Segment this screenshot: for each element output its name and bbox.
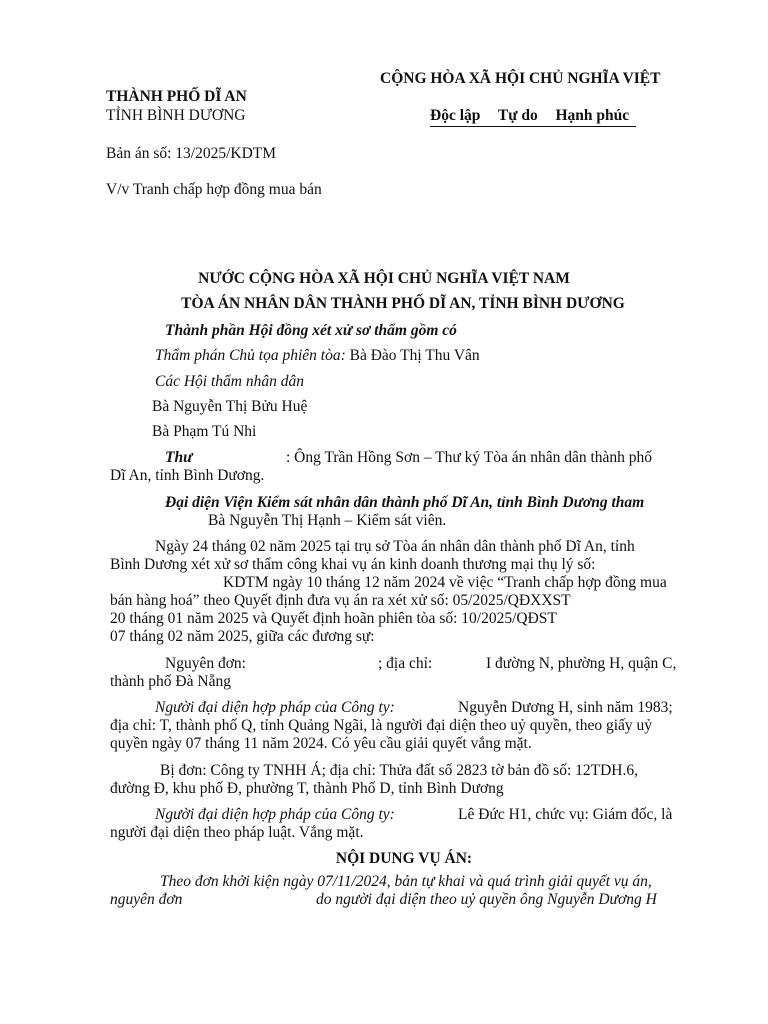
defendant-line-1: Bị đơn: Công ty TNHH Á; địa chỉ: Thửa đất số 2823 tờ bản đồ số: 12TDH.6, [160, 762, 639, 779]
motto-freedom: Tự do [497, 107, 538, 124]
motto-underline [430, 126, 636, 127]
procuracy-text: Bà Nguyễn Thị Hạnh – Kiểm sát viên. [208, 512, 447, 529]
motto-happiness: Hạnh phúc [555, 107, 630, 124]
judge-label: Thẩm phán Chủ tọa phiên tòa: [155, 347, 346, 364]
hearing-line-3: KDTM ngày 10 tháng 12 năm 2024 về việc “Tranh chấp hợp đồng mua [223, 574, 667, 591]
defendant-rep-text-2: người đại diện theo pháp luật. Vắng mặt. [110, 824, 364, 841]
province-header: TỈNH BÌNH DƯƠNG [106, 107, 246, 124]
plaintiff-rep-text-3: quyền ngày 07 tháng 11 năm 2024. Có yêu cầu giải quyết vắng mặt. [110, 735, 532, 752]
city-header: THÀNH PHỐ DĨ AN [106, 88, 247, 105]
nation-title: NƯỚC CỘNG HÒA XÃ HỘI CHỦ NGHĨA VIỆT NAM [198, 270, 570, 287]
panel-heading: Thành phần Hội đồng xét xử sơ thẩm gồm có [165, 322, 457, 339]
plaintiff-address: I đường N, phường H, quận C, [486, 655, 677, 672]
defendant-rep-label: Người đại diện hợp pháp của Công ty: [155, 806, 395, 823]
plaintiff-rep-text-2: địa chỉ: T, thành phố Q, tỉnh Quảng Ngãi, là người đại diện theo uỷ quyền, theo giấy uỷ [110, 717, 653, 734]
defendant-line-2: đường Đ, khu phố Đ, phường T, thành Phố D, tỉnh Bình Dương [110, 780, 504, 797]
plaintiff-address-2: thành phố Đà Nẵng [110, 673, 231, 690]
assessors-label: Các Hội thẩm nhân dân [155, 373, 304, 390]
case-number: Bản án số: 13/2025/KDTM [106, 145, 277, 162]
court-title: TÒA ÁN NHÂN DÂN THÀNH PHỐ DĨ AN, TỈNH BÌNH DƯƠNG [181, 295, 625, 312]
content-line-2b: do người đại diện theo uỷ quyền ông Nguyễn Dương H [316, 891, 657, 908]
assessor-2: Bà Phạm Tú Nhi [152, 423, 257, 440]
case-subject: V/v Tranh chấp hợp đồng mua bán [106, 181, 322, 198]
hearing-line-4: bán hàng hoá” theo Quyết định đưa vụ án ra xét xử số: 05/2025/QĐXXST [110, 592, 571, 609]
content-line-2a: nguyên đơn [110, 891, 183, 908]
country-header: CỘNG HÒA XÃ HỘI CHỦ NGHĨA VIỆT [380, 70, 661, 87]
plaintiff-rep-label: Người đại diện hợp pháp của Công ty: [155, 699, 395, 716]
clerk-label: Thư [165, 449, 193, 466]
motto [430, 107, 629, 124]
motto-independence: Độc lập [430, 107, 481, 124]
plaintiff-label: Nguyên đơn: [165, 655, 246, 672]
content-heading: NỘI DUNG VỤ ÁN: [335, 850, 473, 867]
hearing-line-2: Bình Dương xét xử sơ thẩm công khai vụ án kinh doanh thương mại thụ lý số: [110, 556, 596, 573]
procuracy-label: Đại diện Viện Kiểm sát nhân dân thành phố Dĩ An, tỉnh Bình Dương tham [165, 494, 645, 511]
assessor-1: Bà Nguyễn Thị Bửu Huệ [152, 398, 308, 415]
content-line-1: Theo đơn khởi kiện ngày 07/11/2024, bản tự khai và quá trình giải quyết vụ án, [160, 873, 652, 890]
judge-line [155, 347, 480, 364]
plaintiff-rep-text-1: Nguyễn Dương H, sinh năm 1983; [458, 699, 673, 716]
hearing-line-1: Ngày 24 tháng 02 năm 2025 tại trụ sở Tòa án nhân dân thành phố Dĩ An, tỉnh [155, 538, 635, 555]
hearing-line-5: 20 tháng 01 năm 2025 và Quyết định hoãn phiên tòa số: 10/2025/QĐST [110, 610, 557, 627]
hearing-line-6: 07 tháng 02 năm 2025, giữa các đương sự: [110, 628, 375, 645]
plaintiff-address-label: ; địa chỉ: [378, 655, 433, 672]
judge-name: Bà Đào Thị Thu Vân [349, 347, 480, 364]
clerk-text-1: : Ông Trần Hồng Sơn – Thư ký Tòa án nhân dân thành phố [286, 449, 653, 466]
clerk-text-2: Dĩ An, tỉnh Bình Dương. [110, 467, 265, 484]
defendant-rep-text-1: Lê Đức H1, chức vụ: Giám đốc, là [458, 806, 673, 823]
